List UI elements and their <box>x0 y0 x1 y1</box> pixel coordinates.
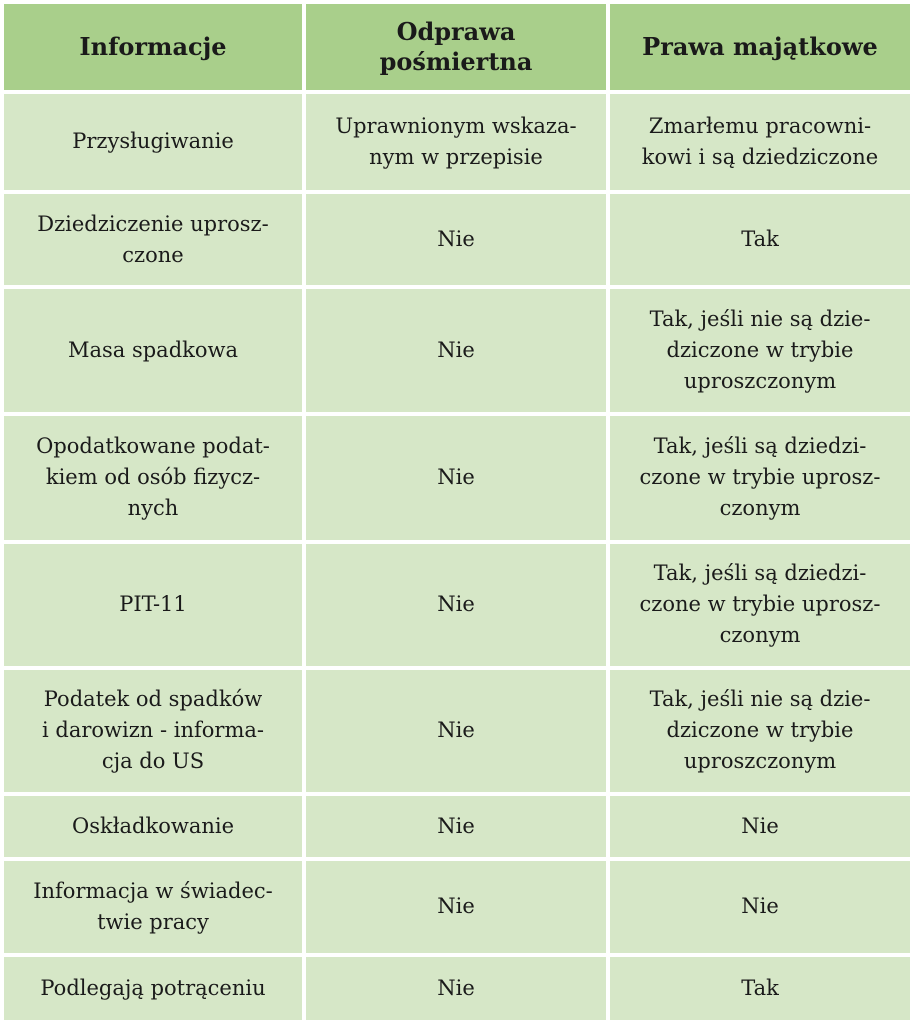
cell-prawa: Nie <box>610 861 910 953</box>
cell-prawa: Zmarłemu pracowni- kowi i są dziedziczone <box>610 94 910 190</box>
table-header <box>4 4 910 90</box>
cell-odprawa: Nie <box>306 194 606 286</box>
table-body <box>4 94 910 1020</box>
cell-odprawa: Nie <box>306 544 606 666</box>
cell-info: Masa spadkowa <box>4 289 302 411</box>
cell-prawa: Tak, jeśli są dziedzi- czone w trybie uprosz- czonym <box>610 544 910 666</box>
cell-prawa: Tak <box>610 957 910 1020</box>
header-informacje: Informacje <box>4 4 302 90</box>
cell-prawa: Nie <box>610 796 910 857</box>
cell-info: Podlegają potrąceniu <box>4 957 302 1020</box>
table-row <box>4 289 910 411</box>
header-odprawa-posmiertna: Odprawa pośmiertna <box>306 4 606 90</box>
table-row <box>4 796 910 857</box>
table-row <box>4 670 910 792</box>
cell-odprawa: Nie <box>306 416 606 540</box>
cell-odprawa: Nie <box>306 670 606 792</box>
cell-odprawa: Nie <box>306 861 606 953</box>
cell-prawa: Tak, jeśli nie są dzie- dziczone w trybie uproszczonym <box>610 670 910 792</box>
cell-info: Opodatkowane podat- kiem od osób fizycz- nych <box>4 416 302 540</box>
cell-info: PIT-11 <box>4 544 302 666</box>
cell-prawa: Tak <box>610 194 910 286</box>
table-row <box>4 957 910 1020</box>
table-row <box>4 861 910 953</box>
cell-info: Dziedziczenie uprosz- czone <box>4 194 302 286</box>
cell-odprawa: Uprawnionym wskaza- nym w przepisie <box>306 94 606 190</box>
cell-odprawa: Nie <box>306 796 606 857</box>
table-row <box>4 94 910 190</box>
table-row <box>4 544 910 666</box>
table-row <box>4 194 910 286</box>
cell-prawa: Tak, jeśli są dziedzi- czone w trybie uprosz- czonym <box>610 416 910 540</box>
cell-info: Oskładkowanie <box>4 796 302 857</box>
cell-odprawa: Nie <box>306 957 606 1020</box>
header-row <box>4 4 910 90</box>
cell-info: Informacja w świadec- twie pracy <box>4 861 302 953</box>
cell-odprawa: Nie <box>306 289 606 411</box>
cell-info: Przysługiwanie <box>4 94 302 190</box>
table-row <box>4 416 910 540</box>
header-prawa-majatkowe: Prawa majątkowe <box>610 4 910 90</box>
cell-info: Podatek od spadków i darowizn - informa- cja do US <box>4 670 302 792</box>
cell-prawa: Tak, jeśli nie są dzie- dziczone w trybie uproszczonym <box>610 289 910 411</box>
